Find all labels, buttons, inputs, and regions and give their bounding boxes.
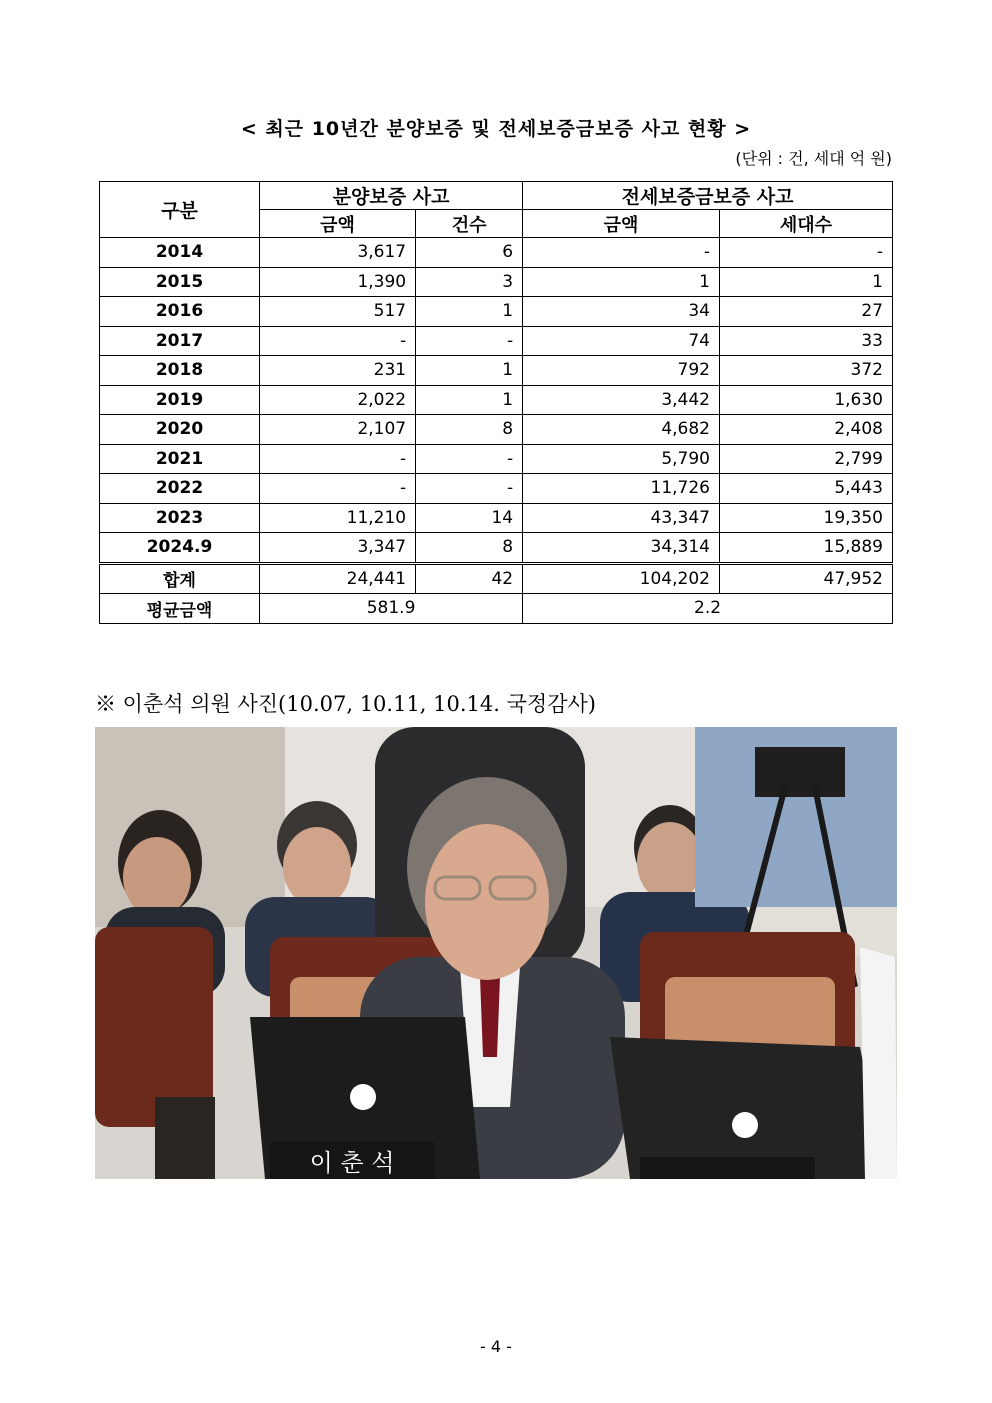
row-year: 2014 xyxy=(100,238,260,268)
row-jeonse-households: 372 xyxy=(719,356,892,386)
row-presale-count: 14 xyxy=(416,503,523,533)
table-row xyxy=(100,297,893,327)
row-year: 2015 xyxy=(100,267,260,297)
row-jeonse-amount: - xyxy=(523,238,720,268)
row-jeonse-amount: 74 xyxy=(523,326,720,356)
row-presale-amount: 2,022 xyxy=(260,385,416,415)
row-jeonse-amount: 43,347 xyxy=(523,503,720,533)
row-presale-amount: 2,107 xyxy=(260,415,416,445)
header-group-presale: 분양보증 사고 xyxy=(260,182,523,210)
row-presale-amount: - xyxy=(260,474,416,504)
row-jeonse-households: 1 xyxy=(719,267,892,297)
row-presale-amount: 11,210 xyxy=(260,503,416,533)
nameplate-text: 이 춘 석 xyxy=(309,1149,395,1177)
row-presale-amount: - xyxy=(260,326,416,356)
row-presale-amount: 1,390 xyxy=(260,267,416,297)
row-presale-count: - xyxy=(416,474,523,504)
row-presale-count: 1 xyxy=(416,385,523,415)
row-jeonse-amount: 3,442 xyxy=(523,385,720,415)
row-jeonse-households: 1,630 xyxy=(719,385,892,415)
row-year: 2017 xyxy=(100,326,260,356)
row-presale-count: 8 xyxy=(416,533,523,564)
row-jeonse-amount: 5,790 xyxy=(523,444,720,474)
table-row xyxy=(100,444,893,474)
header-jeonse-amount: 금액 xyxy=(523,210,720,238)
row-presale-amount: 3,347 xyxy=(260,533,416,564)
total-jeonse-amount: 104,202 xyxy=(523,563,720,594)
row-year: 2022 xyxy=(100,474,260,504)
row-presale-count: 1 xyxy=(416,297,523,327)
hearing-photo-illustration xyxy=(95,727,897,1179)
row-presale-amount: 517 xyxy=(260,297,416,327)
table-row xyxy=(100,474,893,504)
row-jeonse-households: 2,799 xyxy=(719,444,892,474)
row-presale-count: - xyxy=(416,444,523,474)
photo-caption: ※ 이춘석 의원 사진(10.07, 10.11, 10.14. 국정감사) xyxy=(95,692,596,716)
table-row xyxy=(100,415,893,445)
row-presale-amount: 3,617 xyxy=(260,238,416,268)
average-presale: 581.9 xyxy=(260,594,523,624)
table-row xyxy=(100,533,893,564)
header-presale-amount: 금액 xyxy=(260,210,416,238)
total-row xyxy=(100,563,893,594)
row-jeonse-amount: 34 xyxy=(523,297,720,327)
table-row xyxy=(100,238,893,268)
row-presale-amount: 231 xyxy=(260,356,416,386)
page-number: - 4 - xyxy=(480,1337,512,1356)
row-jeonse-amount: 4,682 xyxy=(523,415,720,445)
row-presale-amount: - xyxy=(260,444,416,474)
unit-note: (단위 : 건, 세대 억 원) xyxy=(735,149,892,168)
row-jeonse-amount: 792 xyxy=(523,356,720,386)
header-category: 구분 xyxy=(100,182,260,238)
row-jeonse-households: 15,889 xyxy=(719,533,892,564)
table-row xyxy=(100,326,893,356)
row-year: 2024.9 xyxy=(100,533,260,564)
table-title: < 최근 10년간 분양보증 및 전세보증금보증 사고 현황 > xyxy=(240,118,752,140)
incident-table xyxy=(99,181,893,624)
row-year: 2023 xyxy=(100,503,260,533)
average-row xyxy=(100,594,893,624)
table-row xyxy=(100,267,893,297)
row-presale-count: 8 xyxy=(416,415,523,445)
row-jeonse-households: 5,443 xyxy=(719,474,892,504)
row-jeonse-households: 27 xyxy=(719,297,892,327)
table-row xyxy=(100,385,893,415)
header-jeonse-households: 세대수 xyxy=(719,210,892,238)
row-jeonse-amount: 11,726 xyxy=(523,474,720,504)
row-jeonse-households: 19,350 xyxy=(719,503,892,533)
row-jeonse-households: 2,408 xyxy=(719,415,892,445)
row-year: 2019 xyxy=(100,385,260,415)
header-presale-count: 건수 xyxy=(416,210,523,238)
average-jeonse: 2.2 xyxy=(523,594,893,624)
row-presale-count: - xyxy=(416,326,523,356)
row-jeonse-households: - xyxy=(719,238,892,268)
row-presale-count: 1 xyxy=(416,356,523,386)
row-year: 2018 xyxy=(100,356,260,386)
row-jeonse-amount: 34,314 xyxy=(523,533,720,564)
header-group-jeonse: 전세보증금보증 사고 xyxy=(523,182,893,210)
row-year: 2020 xyxy=(100,415,260,445)
total-label: 합계 xyxy=(100,563,260,594)
row-year: 2021 xyxy=(100,444,260,474)
row-year: 2016 xyxy=(100,297,260,327)
total-presale-count: 42 xyxy=(416,563,523,594)
row-jeonse-households: 33 xyxy=(719,326,892,356)
total-presale-amount: 24,441 xyxy=(260,563,416,594)
row-jeonse-amount: 1 xyxy=(523,267,720,297)
hearing-photo xyxy=(95,727,897,1179)
table-row xyxy=(100,356,893,386)
table-row xyxy=(100,503,893,533)
row-presale-count: 6 xyxy=(416,238,523,268)
row-presale-count: 3 xyxy=(416,267,523,297)
average-label: 평균금액 xyxy=(100,594,260,624)
total-jeonse-households: 47,952 xyxy=(719,563,892,594)
